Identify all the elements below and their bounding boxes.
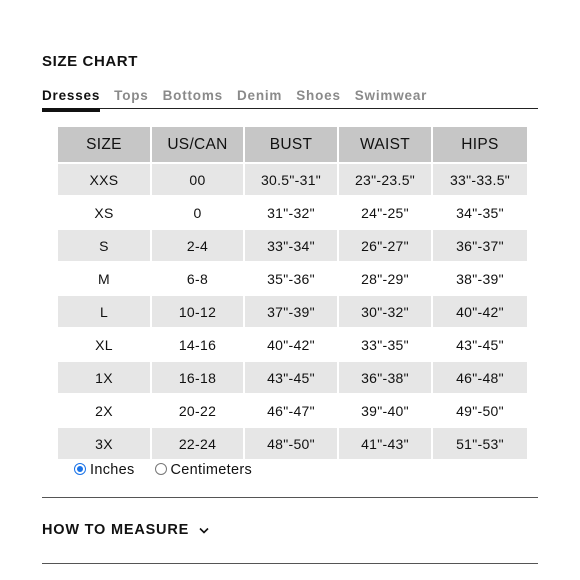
cell-us-can: 00 <box>152 164 243 195</box>
table-row <box>58 329 527 360</box>
cell-size: XXS <box>58 164 150 195</box>
unit-selector <box>74 462 272 478</box>
unit-label-inches: Inches <box>90 462 135 478</box>
cell-hips: 49"-50" <box>433 395 527 426</box>
tab-bottoms[interactable]: Bottoms <box>162 88 223 103</box>
chevron-down-icon <box>199 522 209 538</box>
cell-bust: 46"-47" <box>245 395 337 426</box>
cell-hips: 36"-37" <box>433 230 527 261</box>
cell-waist: 24"-25" <box>339 197 431 228</box>
cell-waist: 41"-43" <box>339 428 431 459</box>
divider <box>42 563 538 564</box>
cell-bust: 43"-45" <box>245 362 337 393</box>
cell-bust: 37"-39" <box>245 296 337 327</box>
column-header-size: SIZE <box>58 127 150 162</box>
radio-inches[interactable] <box>74 463 86 475</box>
tab-dresses[interactable]: Dresses <box>42 86 100 108</box>
tab-tops[interactable]: Tops <box>114 88 149 103</box>
column-header-bust: BUST <box>245 127 337 162</box>
table-row <box>58 428 527 459</box>
cell-hips: 33"-33.5" <box>433 164 527 195</box>
tab-swimwear[interactable]: Swimwear <box>354 88 428 103</box>
cell-bust: 33"-34" <box>245 230 337 261</box>
unit-option-centimeters[interactable] <box>155 462 252 478</box>
cell-waist: 36"-38" <box>339 362 431 393</box>
table-row <box>58 362 527 393</box>
unit-option-inches[interactable] <box>74 462 135 478</box>
cell-us-can: 6-8 <box>152 263 243 294</box>
cell-size: M <box>58 263 150 294</box>
cell-bust: 35"-36" <box>245 263 337 294</box>
cell-size: 2X <box>58 395 150 426</box>
cell-size: 3X <box>58 428 150 459</box>
size-table <box>56 125 529 461</box>
table-header-row <box>58 127 527 162</box>
cell-hips: 46"-48" <box>433 362 527 393</box>
cell-us-can: 2-4 <box>152 230 243 261</box>
category-tabs <box>42 86 538 109</box>
table-row <box>58 230 527 261</box>
cell-hips: 51"-53" <box>433 428 527 459</box>
cell-waist: 26"-27" <box>339 230 431 261</box>
table-body <box>58 164 527 459</box>
cell-size: XS <box>58 197 150 228</box>
table-row <box>58 164 527 195</box>
how-to-measure-label: HOW TO MEASURE <box>42 522 190 538</box>
tab-shoes[interactable]: Shoes <box>296 88 341 103</box>
cell-waist: 23"-23.5" <box>339 164 431 195</box>
cell-waist: 30"-32" <box>339 296 431 327</box>
cell-us-can: 0 <box>152 197 243 228</box>
divider <box>42 497 538 498</box>
column-header-us-can: US/CAN <box>152 127 243 162</box>
cell-us-can: 16-18 <box>152 362 243 393</box>
table-row <box>58 296 527 327</box>
cell-us-can: 20-22 <box>152 395 243 426</box>
cell-bust: 31"-32" <box>245 197 337 228</box>
cell-size: L <box>58 296 150 327</box>
cell-size: 1X <box>58 362 150 393</box>
cell-bust: 40"-42" <box>245 329 337 360</box>
unit-label-centimeters: Centimeters <box>170 462 252 478</box>
radio-centimeters[interactable] <box>155 463 167 475</box>
column-header-waist: WAIST <box>339 127 431 162</box>
cell-us-can: 14-16 <box>152 329 243 360</box>
table-row <box>58 395 527 426</box>
cell-size: S <box>58 230 150 261</box>
cell-hips: 43"-45" <box>433 329 527 360</box>
tab-denim[interactable]: Denim <box>236 88 283 103</box>
table-row <box>58 263 527 294</box>
cell-hips: 38"-39" <box>433 263 527 294</box>
cell-size: XL <box>58 329 150 360</box>
table-row <box>58 197 527 228</box>
cell-hips: 40"-42" <box>433 296 527 327</box>
how-to-measure-toggle[interactable] <box>42 522 209 538</box>
cell-waist: 33"-35" <box>339 329 431 360</box>
page-title: SIZE CHART <box>42 53 138 70</box>
cell-hips: 34"-35" <box>433 197 527 228</box>
cell-bust: 30.5"-31" <box>245 164 337 195</box>
cell-us-can: 22-24 <box>152 428 243 459</box>
cell-bust: 48"-50" <box>245 428 337 459</box>
cell-waist: 39"-40" <box>339 395 431 426</box>
cell-us-can: 10-12 <box>152 296 243 327</box>
cell-waist: 28"-29" <box>339 263 431 294</box>
column-header-hips: HIPS <box>433 127 527 162</box>
